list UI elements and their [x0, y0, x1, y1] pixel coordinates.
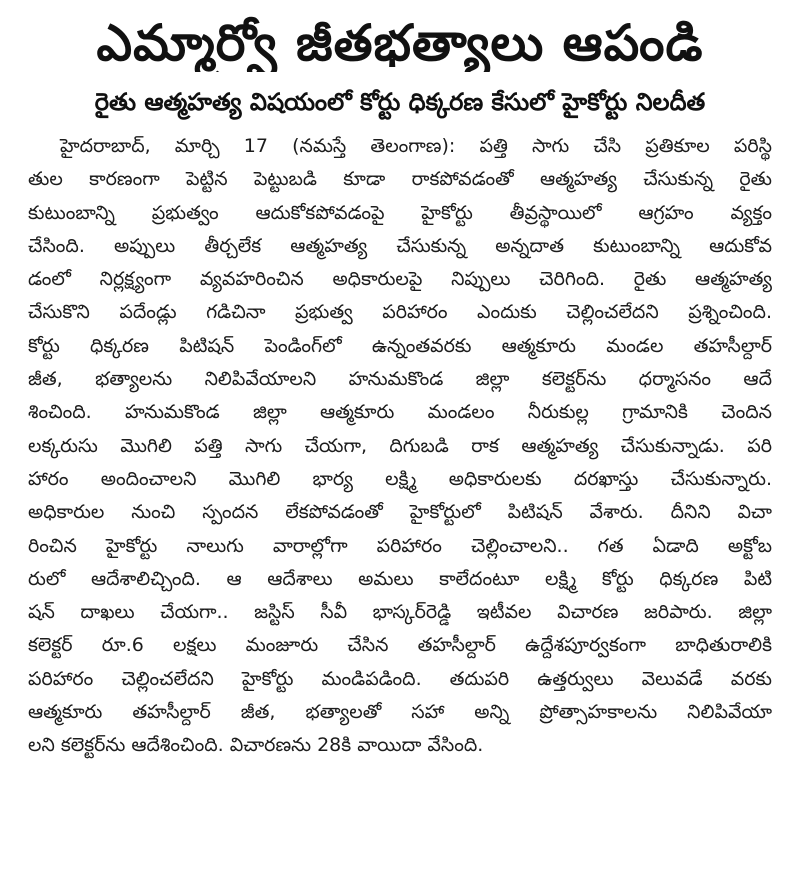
body-line: హారం అందించాలని మొగిలి భార్య లక్ష్మి అధికారులకు దరఖాస్తు చేసుకున్నారు. [28, 467, 772, 490]
body-line: ఆత్మకూరు తహసీల్దార్ జీత, భత్యాలతో సహా అన్ని ప్రోత్సాహకాలను నిలిపివేయా [28, 701, 772, 724]
body-line: హైదరాబాద్, మార్చి 17 (నమస్తే తెలంగాణ): పత్తి సాగు చేసి ప్రతికూల పరిస్థి [60, 135, 772, 157]
body-line: రులో ఆదేశాలిచ్చింది. ఆ ఆదేశాలు అమలు కాలేదంటూ లక్ష్మి కోర్టు ధిక్కరణ పిటి [28, 567, 772, 590]
headline: ఎమ్మార్వో జీతభత్యాలు ఆపండి [96, 14, 704, 72]
body-line: డంలో నిర్లక్ష్యంగా వ్యవహరించిన అధికారులపై నిప్పులు చెరిగింది. రైతు ఆత్మహత్య [28, 268, 772, 291]
body-line: తుల కారణంగా పెట్టిన పెట్టుబడి కూడా రాకపోవడంతో ఆత్మహత్య చేసుకున్న రైతు [28, 168, 772, 191]
subheadline: రైతు ఆత్మహత్య విషయంలో కోర్టు ధిక్కరణ కేసులో హైకోర్టు నిలదీత [94, 88, 706, 116]
body-line: చేసుకొని పదేండ్లు గడిచినా ప్రభుత్వ పరిహారం ఎందుకు చెల్లించలేదని ప్రశ్నించింది. [28, 301, 772, 324]
body-line: లని కలెక్టర్‌ను ఆదేశించింది. విచారణను 28కి వాయిదా వేసింది. [28, 734, 484, 757]
article-body [22, 130, 778, 763]
body-line: రించిన హైకోర్టు నాలుగు వారాల్లోగా పరిహారం చెల్లించాలని.. గత ఏడాది అక్టోబ [28, 534, 772, 557]
body-line: పరిహారం చెల్లించలేదని హైకోర్టు మండిపడింది. తదుపరి ఉత్తర్వులు వెలువడే వరకు [28, 667, 772, 690]
body-line: చేసింది. అప్పులు తీర్చలేక ఆత్మహత్య చేసుకున్న అన్నదాత కుటుంబాన్ని ఆదుకోవ [28, 234, 772, 257]
body-line: శించింది. హనుమకొండ జిల్లా ఆత్మకూరు మండలం నీరుకుల్ల గ్రామానికి చెందిన [28, 401, 772, 424]
body-line: అధికారుల నుంచి స్పందన లేకపోవడంతో హైకోర్టులో పిటిషన్ వేశారు. దీనిని విచా [28, 501, 772, 524]
body-line: కోర్టు ధిక్కరణ పిటిషన్ పెండింగ్‌లో ఉన్నంతవరకు ఆత్మకూరు మండల తహసీల్దార్ [28, 334, 772, 357]
body-line: కలెక్టర్ రూ.6 లక్షలు మంజూరు చేసిన తహసీల్దార్ ఉద్దేశపూర్వకంగా బాధితురాలికి [28, 634, 772, 657]
body-line: లక్కరుసు మొగిలి పత్తి సాగు చేయగా, దిగుబడి రాక ఆత్మహత్య చేసుకున్నాడు. పరి [28, 434, 772, 457]
body-line: జీత, భత్యాలను నిలిపివేయాలని హనుమకొండ జిల్లా కలెక్టర్‌ను ధర్మాసనం ఆదే [28, 368, 772, 391]
body-line: కుటుంబాన్ని ప్రభుత్వం ఆదుకోకపోవడంపై హైకోర్టు తీవ్రస్థాయిలో ఆగ్రహం వ్యక్తం [28, 201, 772, 224]
body-line: షన్ దాఖలు చేయగా.. జస్టిస్ సీవీ భాస్కర్‌రెడ్డి ఇటీవల విచారణ జరిపారు. జిల్లా [28, 601, 772, 624]
